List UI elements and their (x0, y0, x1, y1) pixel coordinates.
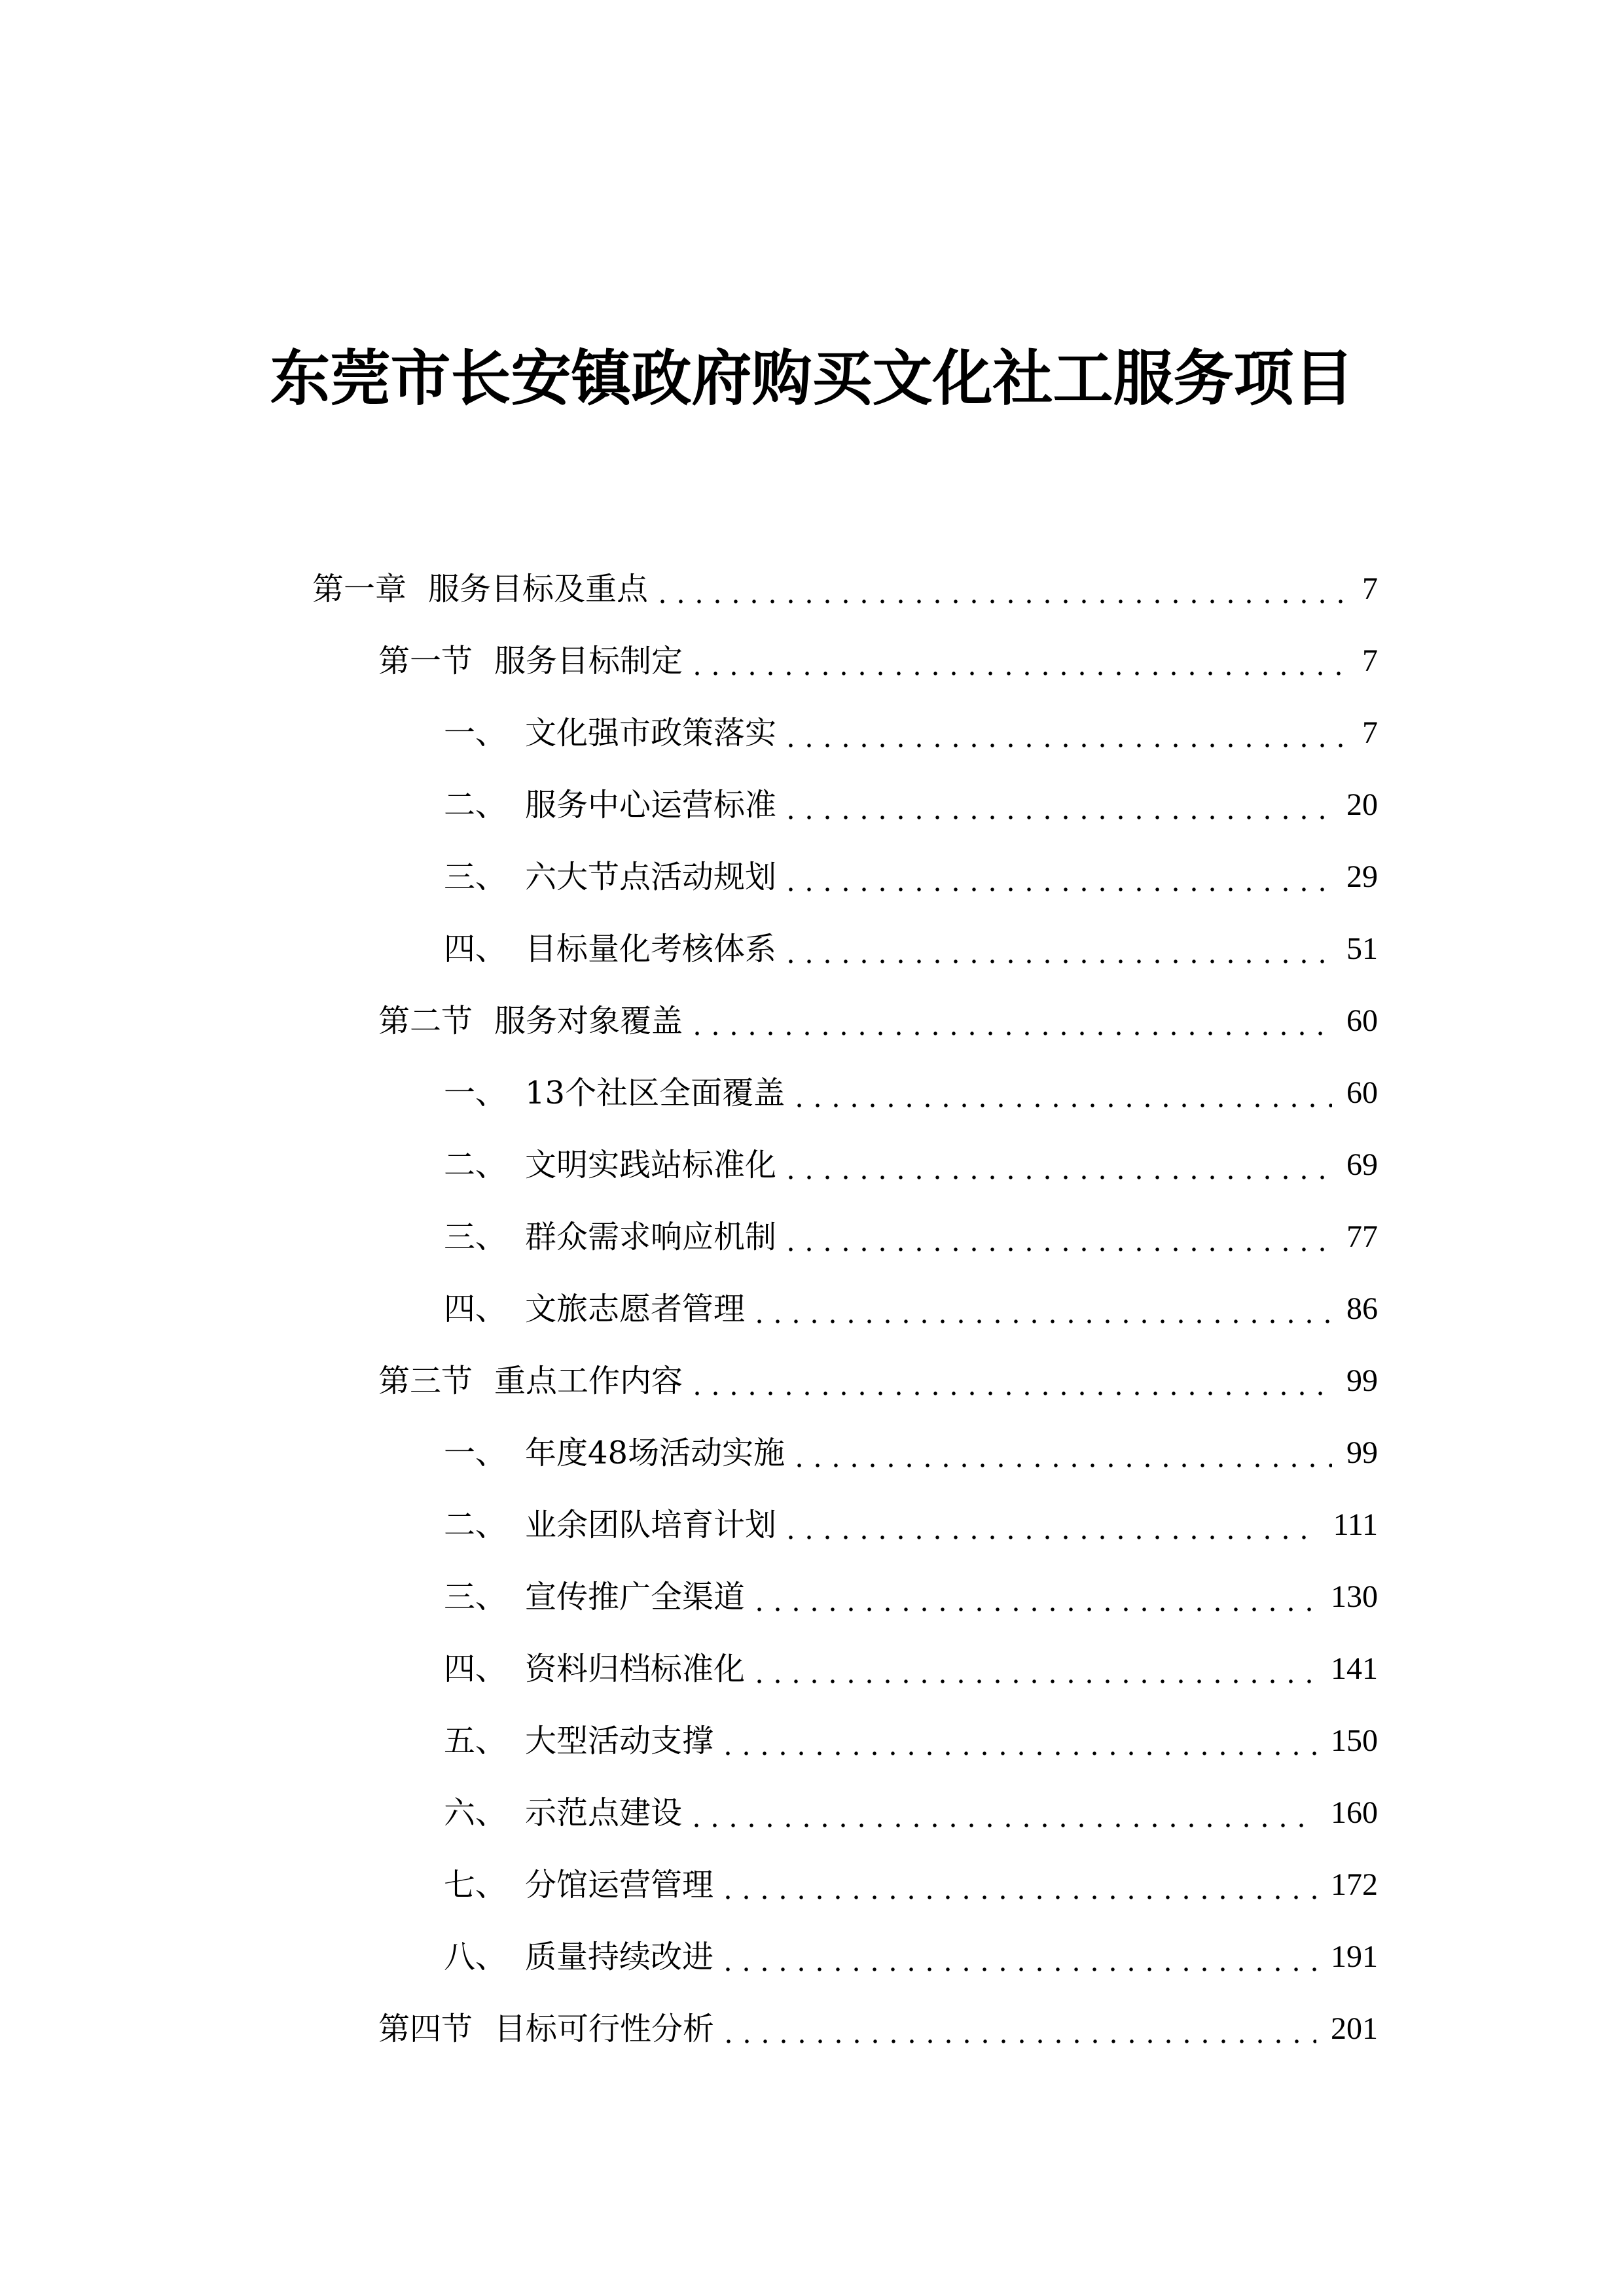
toc-section-entry (312, 1345, 1378, 1417)
toc-entry-page: 99 (1346, 1435, 1378, 1470)
toc-entry-number: 三、 (444, 1219, 507, 1255)
toc-entry-number: 第三节 (378, 1363, 473, 1399)
toc-entry-label: 文旅志愿者管理 (525, 1291, 746, 1327)
toc-item-entry (312, 1561, 1378, 1633)
toc-entry-label: 质量持续改进 (525, 1939, 714, 1975)
toc-entry-number: 第四节 (378, 2011, 473, 2047)
toc-entry-label: 年度48场活动实施 (525, 1435, 785, 1471)
toc-entry-page: 172 (1331, 1867, 1378, 1902)
dot-leader (782, 841, 1332, 913)
toc-entry-label: 服务目标制定 (494, 643, 683, 679)
dot-leader (750, 1561, 1316, 1633)
toc-entry-label: 示范点建设 (525, 1795, 683, 1831)
toc-entry-number: 三、 (444, 859, 507, 895)
dot-leader (750, 1273, 1332, 1345)
toc-entry-label: 大型活动支撑 (525, 1723, 714, 1759)
toc-entry-number: 一、 (444, 1075, 507, 1111)
toc-entry-label: 服务目标及重点 (428, 571, 649, 607)
toc-entry-number: 第一章 (312, 571, 407, 607)
toc-section-entry (312, 985, 1378, 1057)
toc-entry-number: 六、 (444, 1795, 507, 1831)
toc-entry-label: 服务对象覆盖 (494, 1003, 683, 1039)
toc-entry-page: 141 (1331, 1651, 1378, 1686)
document-title: 东莞市长安镇政府购买文化社工服务项目 (270, 343, 1354, 414)
toc-entry-label: 文明实践站标准化 (525, 1147, 777, 1183)
toc-entry-page: 191 (1331, 1939, 1378, 1974)
toc-entry-label: 业余团队培育计划 (525, 1507, 777, 1543)
dot-leader (790, 1417, 1332, 1489)
toc-item-entry (312, 1849, 1378, 1921)
toc-item-entry (312, 1417, 1378, 1489)
toc-section-entry (312, 625, 1378, 697)
dot-leader (653, 553, 1348, 625)
toc-entry-page: 29 (1346, 859, 1378, 894)
toc-entry-page: 7 (1362, 715, 1378, 750)
toc-entry-number: 七、 (444, 1867, 507, 1903)
toc-item-entry (312, 1201, 1378, 1273)
dot-leader (687, 1777, 1316, 1849)
dot-leader (719, 1705, 1316, 1777)
toc-entry-number: 第二节 (378, 1003, 473, 1039)
toc-item-entry (312, 1129, 1378, 1201)
toc-item-entry (312, 769, 1378, 841)
dot-leader (782, 1129, 1332, 1201)
toc-item-entry (312, 841, 1378, 913)
toc-item-entry (312, 1057, 1378, 1129)
dot-leader (782, 769, 1332, 841)
toc-entry-label: 服务中心运营标准 (525, 787, 777, 823)
toc-entry-page: 20 (1346, 787, 1378, 822)
toc-entry-label: 目标可行性分析 (494, 2011, 715, 2047)
toc-entry-page: 86 (1346, 1291, 1378, 1326)
dot-leader (719, 1849, 1316, 1921)
toc-chapter-entry (312, 553, 1378, 625)
dot-leader (782, 1489, 1319, 1561)
table-of-contents (312, 553, 1378, 2065)
toc-entry-label: 六大节点活动规划 (525, 859, 777, 895)
toc-entry-number: 二、 (444, 787, 507, 823)
dot-leader (782, 1201, 1332, 1273)
toc-entry-label: 重点工作内容 (494, 1363, 683, 1399)
toc-entry-label: 资料归档标准化 (525, 1651, 746, 1687)
toc-entry-page: 111 (1333, 1507, 1378, 1542)
toc-entry-label: 文化强市政策落实 (525, 715, 777, 751)
toc-item-entry (312, 697, 1378, 769)
toc-entry-number: 三、 (444, 1579, 507, 1615)
toc-entry-page: 7 (1362, 643, 1378, 678)
toc-entry-page: 69 (1346, 1147, 1378, 1182)
toc-entry-label: 目标量化考核体系 (525, 931, 777, 967)
toc-entry-number: 四、 (444, 931, 507, 967)
toc-item-entry (312, 1921, 1378, 1993)
dot-leader (719, 1921, 1316, 1993)
toc-entry-number: 第一节 (378, 643, 473, 679)
toc-entry-number: 五、 (444, 1723, 507, 1759)
toc-entry-page: 99 (1346, 1363, 1378, 1398)
toc-entry-number: 八、 (444, 1939, 507, 1975)
toc-item-entry (312, 1705, 1378, 1777)
toc-entry-page: 51 (1346, 931, 1378, 966)
toc-entry-page: 130 (1331, 1579, 1378, 1614)
toc-entry-label: 群众需求响应机制 (525, 1219, 777, 1255)
toc-entry-page: 7 (1362, 571, 1378, 606)
toc-entry-number: 四、 (444, 1651, 507, 1687)
toc-entry-page: 77 (1346, 1219, 1378, 1254)
dot-leader (688, 625, 1348, 697)
toc-entry-page: 60 (1346, 1075, 1378, 1110)
toc-section-entry (312, 1993, 1378, 2065)
dot-leader (688, 985, 1332, 1057)
toc-entry-number: 二、 (444, 1147, 507, 1183)
toc-entry-page: 150 (1331, 1723, 1378, 1758)
dot-leader (782, 697, 1348, 769)
dot-leader (790, 1057, 1332, 1129)
toc-entry-label: 宣传推广全渠道 (525, 1579, 746, 1615)
toc-entry-page: 160 (1331, 1795, 1378, 1830)
toc-item-entry (312, 1273, 1378, 1345)
toc-entry-label: 分馆运营管理 (525, 1867, 714, 1903)
toc-entry-page: 60 (1346, 1003, 1378, 1038)
toc-item-entry (312, 1633, 1378, 1705)
toc-entry-number: 四、 (444, 1291, 507, 1327)
toc-entry-number: 二、 (444, 1507, 507, 1543)
dot-leader (719, 1993, 1316, 2065)
dot-leader (750, 1633, 1316, 1705)
dot-leader (688, 1345, 1332, 1417)
toc-entry-page: 201 (1331, 2011, 1378, 2046)
toc-item-entry (312, 913, 1378, 985)
toc-entry-number: 一、 (444, 1435, 507, 1471)
toc-entry-label: 13个社区全面覆盖 (525, 1075, 785, 1111)
toc-entry-number: 一、 (444, 715, 507, 751)
toc-item-entry (312, 1489, 1378, 1561)
toc-item-entry (312, 1777, 1378, 1849)
dot-leader (782, 913, 1332, 985)
